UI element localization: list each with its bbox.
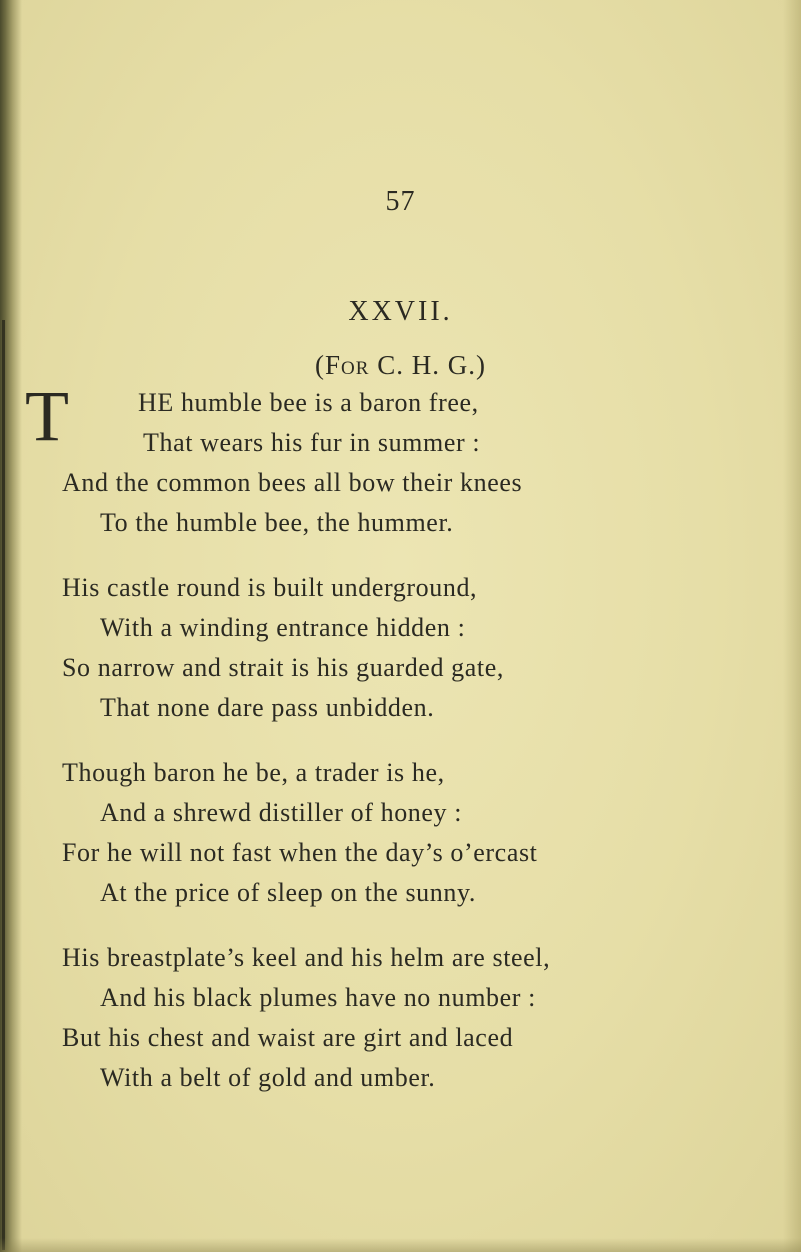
poem-line: HE humble bee is a baron free, — [138, 388, 479, 417]
poem-line: With a belt of gold and umber. — [100, 1063, 436, 1092]
poem-line: To the humble bee, the hummer. — [100, 508, 454, 537]
dedication-text: (For C. H. G.) — [315, 350, 486, 380]
drop-cap: T — [25, 376, 69, 456]
poem-dedication — [0, 350, 801, 381]
poem-line: At the price of sleep on the sunny. — [100, 878, 476, 907]
binding-shadow — [2, 320, 5, 1250]
poem-line: So narrow and strait is his guarded gate, — [62, 653, 504, 682]
poem-line: His breastplate’s keel and his helm are steel, — [62, 943, 551, 972]
poem-line: That none dare pass unbidden. — [100, 693, 435, 722]
poem-line: For he will not fast when the day’s o’ercast — [62, 838, 538, 867]
poem-line: His castle round is built underground, — [62, 573, 478, 602]
page-edge-bottom — [0, 1238, 801, 1252]
poem-line: But his chest and waist are girt and laced — [62, 1023, 514, 1052]
poem-line: And the common bees all bow their knees — [62, 468, 523, 497]
page-number: 57 — [385, 186, 416, 217]
poem-line: With a winding entrance hidden : — [100, 613, 466, 642]
poem-line: And a shrewd distiller of honey : — [100, 798, 463, 827]
poem-line: Though baron he be, a trader is he, — [62, 758, 445, 787]
poem-title: XXVII. — [348, 296, 453, 327]
poem-line: That wears his fur in summer : — [143, 428, 481, 457]
poem-line: And his black plumes have no number : — [100, 983, 536, 1012]
